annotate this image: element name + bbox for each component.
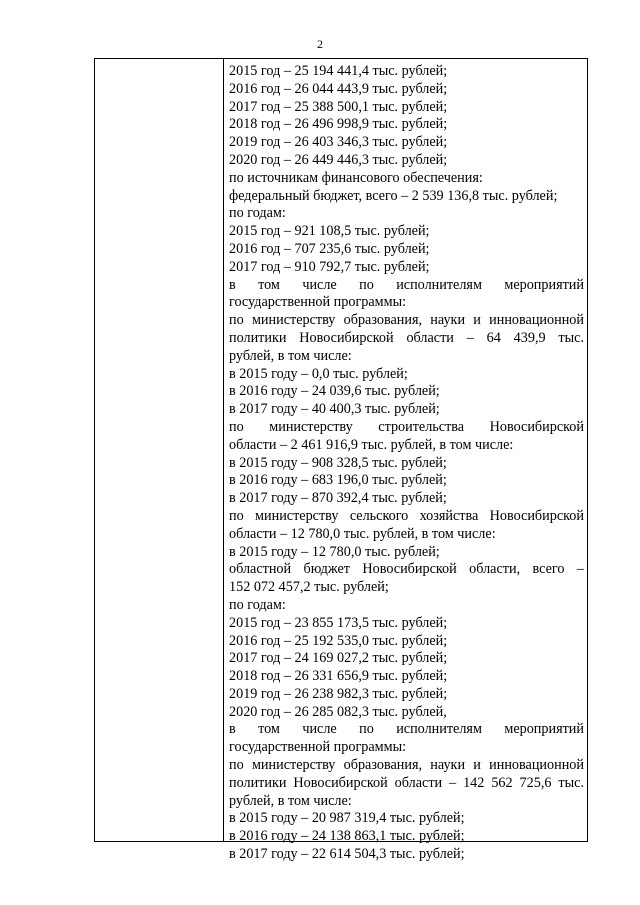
text-line: рублей, в том числе:	[229, 347, 352, 364]
text-line: политики Новосибирской области – 64 439,9 тыс.	[229, 329, 584, 346]
text-line: рублей, в том числе:	[229, 792, 352, 809]
text-line: областной бюджет Новосибирской области, всего –	[229, 561, 584, 578]
text-line: в 2017 году – 22 614 504,3 тыс. рублей;	[229, 846, 465, 863]
text-line: 2016 год – 25 192 535,0 тыс. рублей;	[229, 632, 448, 649]
text-line: в 2016 году – 24 138 863,1 тыс. рублей;	[229, 828, 465, 845]
text-line: по министерству образования, науки и инновационной	[229, 757, 584, 774]
text-line: 2016 год – 707 235,6 тыс. рублей;	[229, 240, 430, 257]
text-line: 2018 год – 26 331 656,9 тыс. рублей;	[229, 668, 448, 685]
text-line: в 2015 году – 20 987 319,4 тыс. рублей;	[229, 810, 465, 827]
text-line: политики Новосибирской области – 142 562 725,6 тыс.	[229, 774, 584, 791]
text-line: 2017 год – 910 792,7 тыс. рублей;	[229, 258, 430, 275]
text-line: 2020 год – 26 449 446,3 тыс. рублей;	[229, 151, 448, 168]
text-line: 2019 год – 26 403 346,3 тыс. рублей;	[229, 134, 448, 151]
text-line: 152 072 457,2 тыс. рублей;	[229, 579, 389, 596]
text-line: в том числе по исполнителям мероприятий	[229, 276, 584, 293]
text-line: в 2016 году – 24 039,6 тыс. рублей;	[229, 383, 440, 400]
text-line: в 2015 году – 908 328,5 тыс. рублей;	[229, 454, 447, 471]
text-line: в 2016 году – 683 196,0 тыс. рублей;	[229, 472, 447, 489]
text-line: по годам:	[229, 596, 286, 613]
text-line: государственной программы:	[229, 739, 407, 756]
text-line: 2015 год – 23 855 173,5 тыс. рублей;	[229, 614, 448, 631]
text-line: 2017 год – 24 169 027,2 тыс. рублей;	[229, 650, 448, 667]
text-line: 2019 год – 26 238 982,3 тыс. рублей;	[229, 685, 448, 702]
text-line: по годам:	[229, 205, 286, 222]
text-line: в 2017 году – 40 400,3 тыс. рублей;	[229, 401, 440, 418]
text-line: области – 12 780,0 тыс. рублей, в том числе:	[229, 525, 496, 542]
page-number: 2	[317, 37, 323, 51]
text-line: 2015 год – 921 108,5 тыс. рублей;	[229, 223, 430, 240]
table-cell-content	[229, 63, 584, 864]
text-line: в 2017 году – 870 392,4 тыс. рублей;	[229, 490, 447, 507]
text-line: 2015 год – 25 194 441,4 тыс. рублей;	[229, 63, 448, 79]
text-line: 2016 год – 26 044 443,9 тыс. рублей;	[229, 80, 448, 97]
text-line: по министерству строительства Новосибирской	[229, 418, 584, 435]
text-line: по министерству сельского хозяйства Новосибирской	[229, 507, 584, 524]
text-line: по министерству образования, науки и инновационной	[229, 312, 584, 329]
text-line: 2017 год – 25 388 500,1 тыс. рублей;	[229, 98, 448, 115]
text-line: федеральный бюджет, всего – 2 539 136,8 тыс. рублей;	[229, 187, 558, 204]
text-line: 2020 год – 26 285 082,3 тыс. рублей,	[229, 703, 447, 720]
table	[94, 58, 588, 863]
text-line: 2018 год – 26 496 998,9 тыс. рублей;	[229, 116, 448, 133]
text-line: в 2015 году – 0,0 тыс. рублей;	[229, 365, 408, 382]
text-line: в 2015 году – 12 780,0 тыс. рублей;	[229, 543, 440, 560]
text-line: в том числе по исполнителям мероприятий	[229, 721, 584, 738]
text-line: по источникам финансового обеспечения:	[229, 169, 483, 186]
text-line: государственной программы:	[229, 294, 407, 311]
text-line: области – 2 461 916,9 тыс. рублей, в том числе:	[229, 436, 514, 453]
column-divider	[223, 59, 224, 841]
